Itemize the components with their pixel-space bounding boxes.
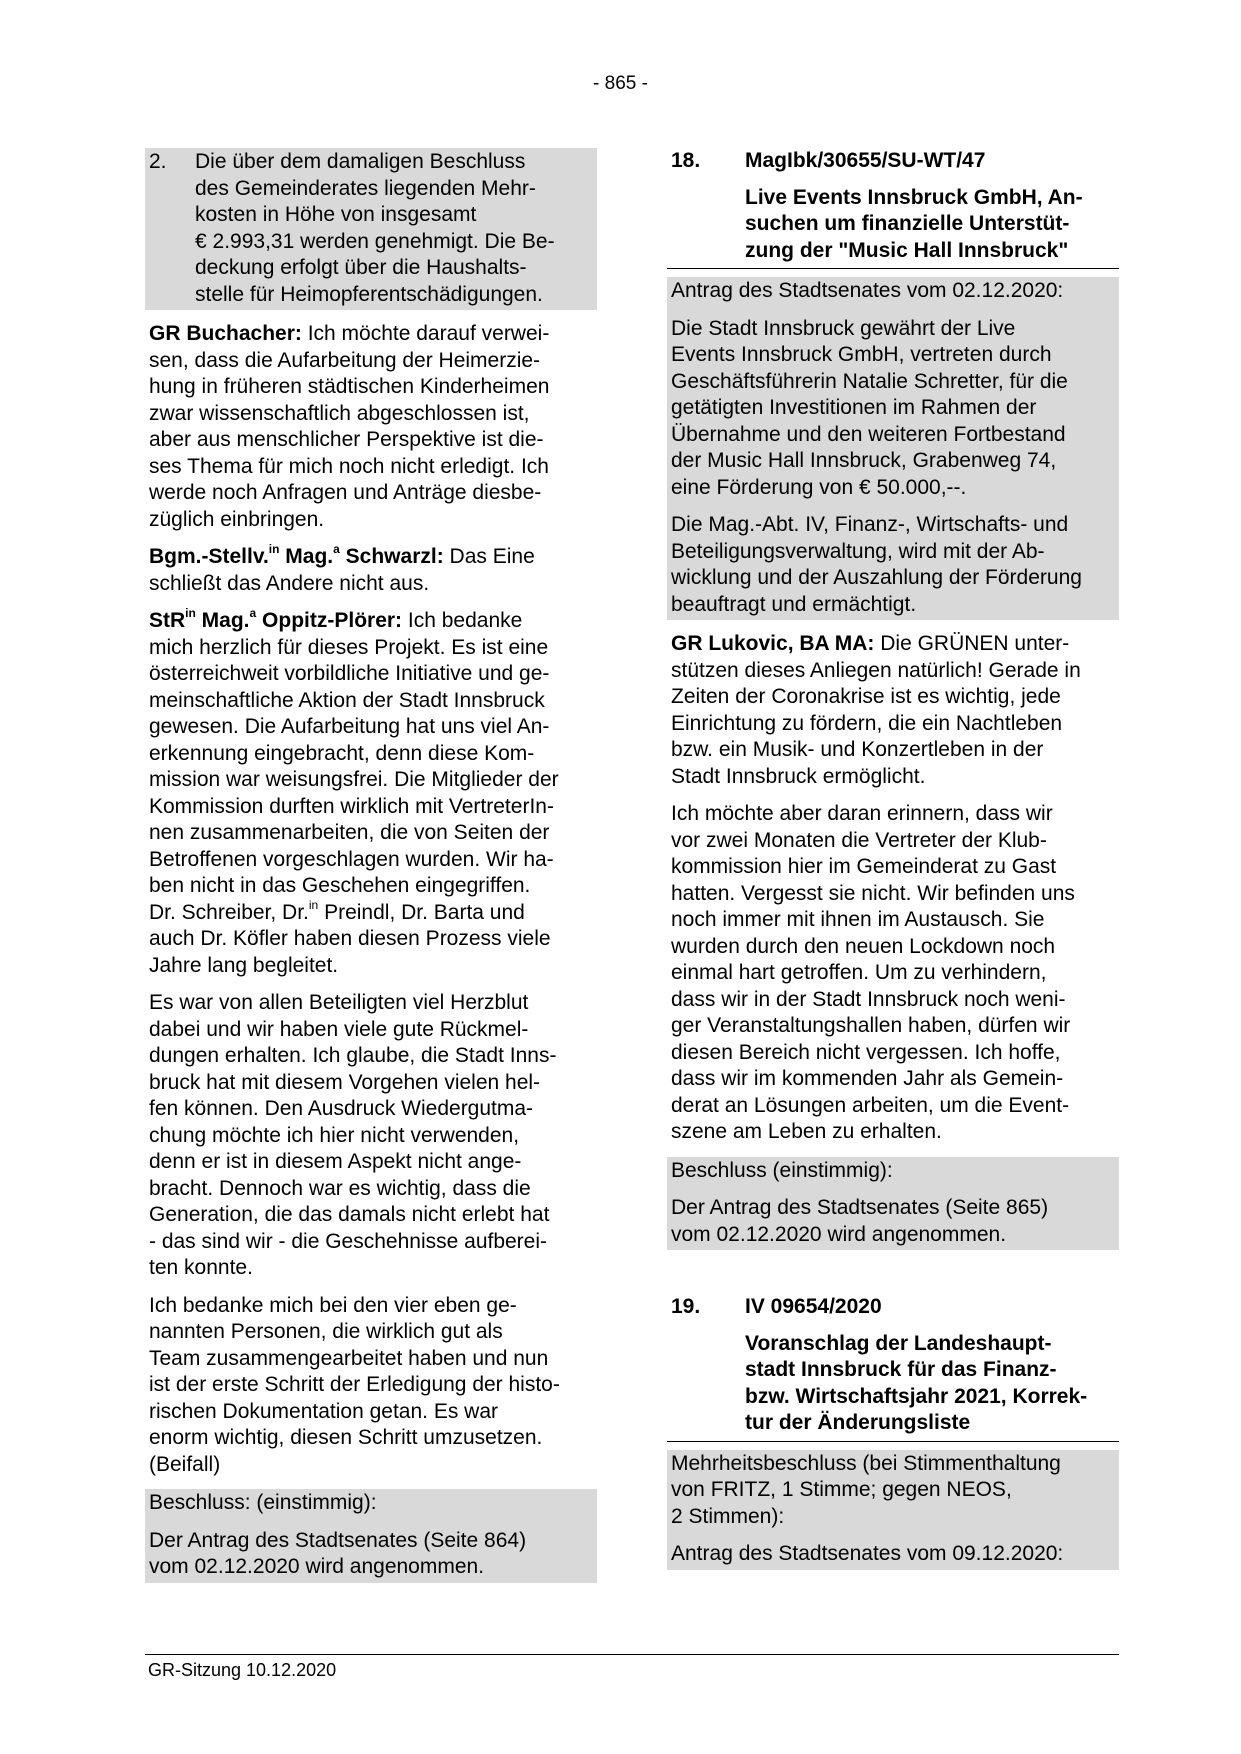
text-line: zung der "Music Hall Innsbruck" xyxy=(745,238,1069,262)
speaker-name: GR Buchacher: xyxy=(149,322,302,345)
text-line: bzw. Wirtschaftsjahr 2021, Korrek- xyxy=(745,1384,1088,1408)
resolution-item-2 xyxy=(145,148,597,310)
text-line: Ich bedanke mich bei den vier eben ge- xyxy=(149,1293,517,1317)
text-line: (Beifall) xyxy=(149,1452,221,1476)
item-code: IV 09654/2020 xyxy=(745,1295,882,1318)
text-line: Die Mag.-Abt. IV, Finanz-, Wirtschafts- und xyxy=(671,513,1069,536)
text-line: beauftragt und ermächtigt. xyxy=(671,592,917,616)
item-number: 18. xyxy=(671,149,701,172)
text-line: Live Events Innsbruck GmbH, An- xyxy=(745,185,1083,209)
item-number: 2. xyxy=(149,150,167,173)
text-line: Voranschlag der Landeshaupt- xyxy=(745,1331,1052,1355)
text-line: kommission hier im Gemeinderat zu Gast xyxy=(671,855,1057,878)
text-line: Der Antrag des Stadtsenates (Seite 864) xyxy=(149,1528,527,1552)
motion-label: Antrag des Stadtsenates vom 09.12.2020: xyxy=(671,1542,1064,1565)
item-text xyxy=(195,149,555,308)
text-line: szene am Leben zu erhalten. xyxy=(671,1120,942,1143)
text-line: gewesen. Die Aufarbeitung hat uns viel An- xyxy=(149,715,550,738)
text-line: Übernahme und den weiteren Fortbestand xyxy=(671,422,1066,446)
text-line: Geschäftsführerin Natalie Schretter, für die xyxy=(671,369,1068,393)
text-line: züglich einbringen. xyxy=(149,507,325,531)
resolution-block xyxy=(145,1489,597,1583)
text-line: einmal hart getroffen. Um zu verhindern, xyxy=(671,961,1047,984)
text-line: der Music Hall Innsbruck, Grabenweg 74, xyxy=(671,449,1057,472)
text-line: Kommission durften wirklich mit VertreterIn- xyxy=(149,794,554,818)
text-line: stützen dieses Anliegen natürlich! Gerade in xyxy=(671,658,1081,682)
text-line: vom 02.12.2020 wird angenommen. xyxy=(149,1555,485,1578)
text-line: ten konnte. xyxy=(149,1256,253,1279)
resolution-block-18 xyxy=(667,1157,1119,1251)
text-line: derat an Lösungen arbeiten, um die Event- xyxy=(671,1093,1070,1117)
text-line: vor zwei Monaten die Vertreter der Klub- xyxy=(671,828,1047,852)
text-line: denn er ist in diesem Aspekt nicht ange- xyxy=(149,1150,522,1173)
section-divider xyxy=(667,268,1119,269)
page-number: - 865 - xyxy=(593,73,648,94)
text-line: Betroffenen vorgeschlagen wurden. Wir ha- xyxy=(149,847,554,871)
text-line: dungen erhalten. Ich glaube, die Stadt Inns- xyxy=(149,1044,557,1067)
text-line: Generation, die das damals nicht erlebt hat xyxy=(149,1203,550,1226)
text-line: Das Eine xyxy=(443,545,535,568)
text-line: stelle für Heimopferentschädigungen. xyxy=(195,282,543,306)
text-line: schließt das Andere nicht aus. xyxy=(149,571,430,595)
majority-resolution xyxy=(671,1451,1115,1531)
right-column xyxy=(667,148,1119,1570)
text-line: hatten. Vergesst sie nicht. Wir befinden uns xyxy=(671,881,1075,905)
motion-block-18 xyxy=(667,277,1119,620)
text-line: - das sind wir - die Geschehnisse aufberei- xyxy=(149,1229,548,1253)
agenda-item-18-header xyxy=(667,148,1119,264)
paragraph-bedanke xyxy=(145,1293,597,1479)
text-line: hung in früheren städtischen Kinderheimen xyxy=(149,375,550,398)
text-line: noch immer mit ihnen im Austausch. Sie xyxy=(671,908,1045,931)
text-line: bruck hat mit diesem Vorgehen vielen hel- xyxy=(149,1070,541,1094)
text-line: Team zusammengearbeitet haben und nun xyxy=(149,1346,549,1370)
text-line: nen zusammenarbeiten, die von Seiten der xyxy=(149,821,550,844)
text-line: bracht. Dennoch war es wichtig, dass die xyxy=(149,1176,531,1200)
text-line: dass wir in der Stadt Innsbruck noch weni- xyxy=(671,987,1066,1011)
text-line: € 2.993,31 werden genehmigt. Die Be- xyxy=(195,229,555,253)
text-line: sen, dass die Aufarbeitung der Heimerzie- xyxy=(149,348,541,372)
text-line: chung möchte ich hier nicht verwenden, xyxy=(149,1123,520,1147)
text-line: ben nicht in das Geschehen eingegriffen. xyxy=(149,874,531,897)
left-column xyxy=(145,148,597,1583)
speaker-name: Bgm.-Stellv.$^{in}$ Mag.$^a$ Schwarzl: xyxy=(149,542,444,568)
text-line: tur der Änderungsliste xyxy=(745,1411,971,1434)
text-line: Es war von allen Beteiligten viel Herzblut xyxy=(149,991,529,1014)
paragraph-herzblut xyxy=(145,990,597,1282)
text-line: zwar wissenschaftlich abgeschlossen ist, xyxy=(149,401,530,425)
text-line: Ich möchte aber daran erinnern, dass wir xyxy=(671,802,1053,825)
text-line: 2 Stimmen): xyxy=(671,1504,785,1528)
text-line: eine Förderung von € 50.000,--. xyxy=(671,475,967,499)
text-line: Mehrheitsbeschluss (bei Stimmenthaltung xyxy=(671,1451,1061,1475)
text-line: Beteiligungsverwaltung, wird mit der Ab- xyxy=(671,539,1045,563)
text-line: bzw. ein Musik- und Konzertleben in der xyxy=(671,738,1044,761)
text-line: suchen um finanzielle Unterstüt- xyxy=(745,212,1070,235)
text-line: Die über dem damaligen Beschluss xyxy=(195,150,526,173)
text-line: wurden durch den neuen Lockdown noch xyxy=(671,934,1056,958)
text-line: Die Stadt Innsbruck gewährt der Live xyxy=(671,316,1016,340)
paragraph-erinnern xyxy=(667,801,1119,1146)
footer-divider xyxy=(145,1654,1119,1655)
text-line: auch Dr. Köfler haben diesen Prozess viele xyxy=(149,927,551,950)
text-line: werde noch Anfragen und Anträge diesbe- xyxy=(149,481,542,504)
text-line: mission war weisungsfrei. Die Mitglieder der xyxy=(149,768,559,791)
item-title xyxy=(745,185,1115,265)
text-line: Ich möchte darauf verwei- xyxy=(301,322,550,345)
text-line: kosten in Höhe von insgesamt xyxy=(195,203,477,226)
motion-label: Antrag des Stadtsenates vom 02.12.2020: xyxy=(671,279,1064,302)
text-line: ger Veranstaltungshallen haben, dürfen wir xyxy=(671,1014,1071,1037)
text-line: von FRITZ, 1 Stimme; gegen NEOS, xyxy=(671,1478,1012,1501)
resolution-label: Beschluss: (einstimmig): xyxy=(149,1491,377,1514)
speech-schwarzl xyxy=(145,544,597,597)
motion-block-19 xyxy=(667,1450,1119,1570)
text-line: dabei und wir haben viele gute Rückmel- xyxy=(149,1017,529,1041)
text-line: Einrichtung zu fördern, die ein Nachtleben xyxy=(671,711,1063,735)
text-line: mich herzlich für dieses Projekt. Es ist eine xyxy=(149,635,549,659)
text-line: wicklung und der Auszahlung der Förderung xyxy=(671,566,1082,589)
text-line: vom 02.12.2020 wird angenommen. xyxy=(671,1222,1007,1246)
text-line: Die GRÜNEN unter- xyxy=(874,632,1070,655)
text-line: erkennung eingebracht, denn diese Kom- xyxy=(149,741,535,765)
item-code: MagIbk/30655/SU-WT/47 xyxy=(745,149,986,172)
text-line: stadt Innsbruck für das Finanz- xyxy=(745,1358,1057,1381)
text-line: Dr. Schreiber, Dr.$^{in}$ Preindl, Dr. Barta und xyxy=(149,897,525,924)
resolution-label: Beschluss (einstimmig): xyxy=(671,1158,893,1182)
section-divider xyxy=(667,1441,1119,1442)
text-line: enorm wichtig, diesen Schritt umzusetzen. xyxy=(149,1426,543,1449)
motion-text xyxy=(671,316,1115,502)
speaker-name: StR$^{in}$ Mag.$^a$ Oppitz-Plörer: xyxy=(149,606,403,632)
text-line: ist der erste Schritt der Erledigung der histo- xyxy=(149,1373,560,1396)
text-line: österreichweit vorbildliche Initiative und ge- xyxy=(149,662,550,685)
text-line: meinschaftliche Aktion der Stadt Innsbruck xyxy=(149,688,545,712)
text-line: dass wir im kommenden Jahr als Gemein- xyxy=(671,1067,1064,1090)
text-line: getätigten Investitionen im Rahmen der xyxy=(671,396,1037,419)
text-line: aber aus menschlicher Perspektive ist die- xyxy=(149,428,544,451)
item-number: 19. xyxy=(671,1295,701,1318)
agenda-item-19-header xyxy=(667,1294,1119,1437)
text-line: deckung erfolgt über die Haushalts- xyxy=(195,256,527,279)
speech-lukovic xyxy=(667,631,1119,790)
speech-oppitz-ploerer xyxy=(145,608,597,979)
text-line: diesen Bereich nicht vergessen. Ich hoffe, xyxy=(671,1040,1061,1064)
text-line: Events Innsbruck GmbH, vertreten durch xyxy=(671,343,1052,366)
motion-text xyxy=(671,512,1115,618)
text-line: ses Thema für mich noch nicht erledigt. Ich xyxy=(149,454,549,478)
text-line: Stadt Innsbruck ermöglicht. xyxy=(671,764,926,788)
text-line: des Gemeinderates liegenden Mehr- xyxy=(195,176,536,200)
text-line: nannten Personen, die wirklich gut als xyxy=(149,1320,503,1343)
item-title xyxy=(745,1331,1115,1437)
text-line: Zeiten der Coronakrise ist es wichtig, jede xyxy=(671,685,1061,708)
text-line: Ich bedanke xyxy=(402,609,523,632)
text-line: fen können. Den Ausdruck Wiedergutma- xyxy=(149,1097,534,1120)
footer-session-date: GR-Sitzung 10.12.2020 xyxy=(148,1660,337,1680)
text-line: Der Antrag des Stadtsenates (Seite 865) xyxy=(671,1196,1049,1219)
text-line: Jahre lang begleitet. xyxy=(149,953,339,977)
text-line: rischen Dokumentation getan. Es war xyxy=(149,1399,499,1423)
speaker-name: GR Lukovic, BA MA: xyxy=(671,632,875,655)
speech-buchacher xyxy=(145,321,597,533)
